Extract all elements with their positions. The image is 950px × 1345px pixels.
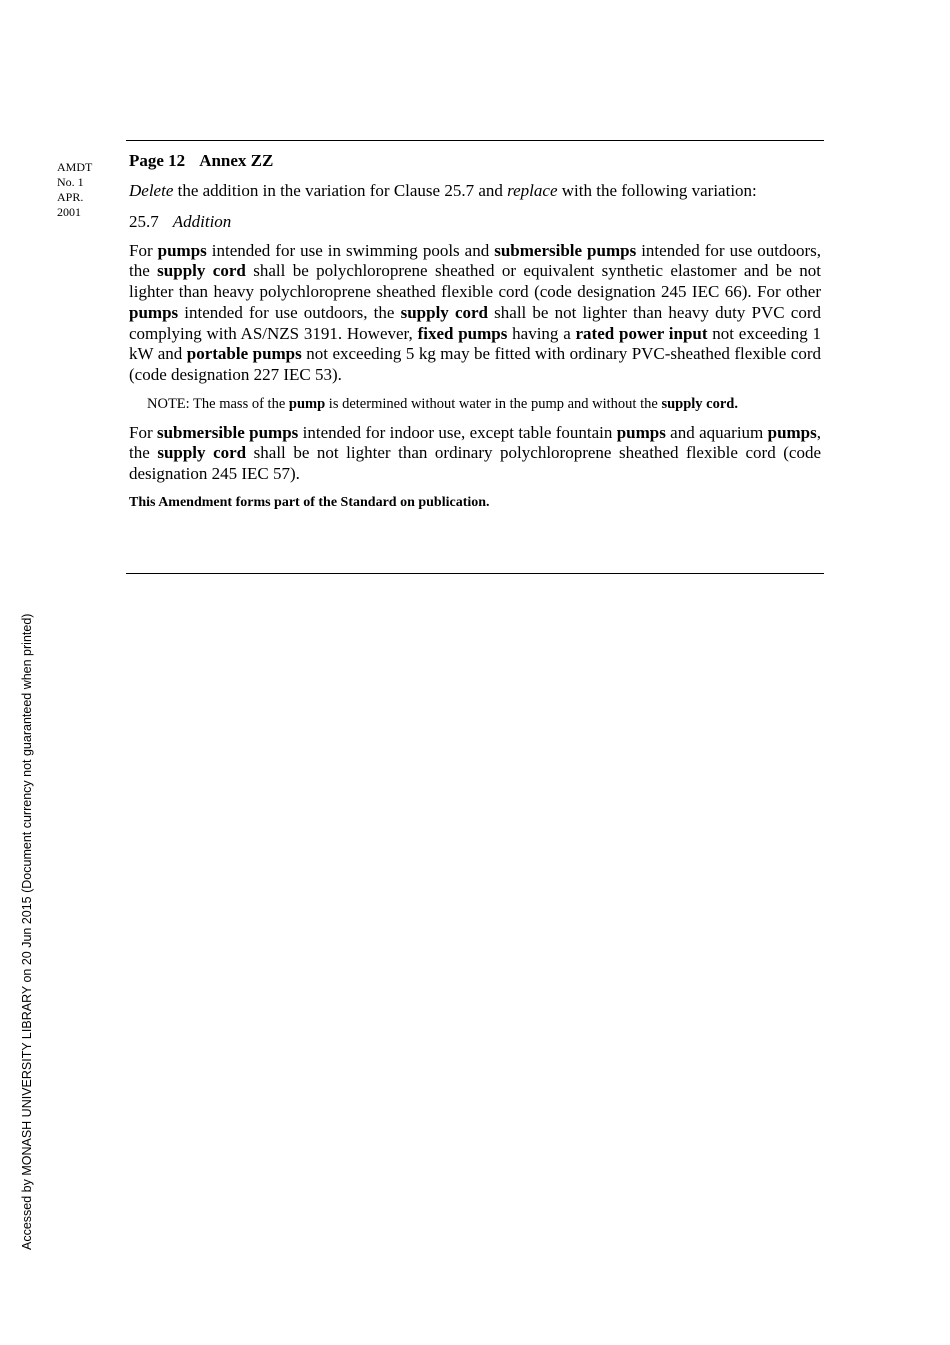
- clause-number: 25.7: [129, 211, 159, 231]
- margin-note-line: No. 1: [57, 175, 84, 189]
- defined-term: pump: [288, 395, 326, 412]
- access-stamp: Accessed by MONASH UNIVERSITY LIBRARY on 20 Jun 2015 (Document currency not guaranteed when printed): [20, 613, 34, 1250]
- top-rule: [126, 140, 824, 141]
- text-run: intended for indoor use, except table fountain: [298, 422, 617, 442]
- text-run: intended for use outdoors, the: [129, 240, 821, 281]
- margin-note-line: APR.: [57, 190, 84, 204]
- amendment-margin-note: [57, 160, 92, 220]
- text-run: and aquarium: [665, 422, 768, 442]
- text-run: NOTE: The mass of the: [147, 395, 289, 412]
- defined-term: pumps: [129, 302, 179, 322]
- instruction-text: the addition in the variation for Clause 25.7 and: [173, 181, 508, 200]
- text-run: not exceeding 1 kW and: [129, 323, 821, 364]
- defined-term: pumps: [767, 422, 817, 442]
- defined-term: fixed pumps: [417, 323, 508, 343]
- defined-term: supply cord: [157, 443, 247, 463]
- replace-word: replace: [507, 181, 558, 200]
- text-run: shall be polychloroprene sheathed or equivalent synthetic elastomer and be not lighter than heavy polychloroprene sheathed flexible cord (code designation 245 IEC 66). For other: [129, 261, 821, 302]
- defined-term: supply cord: [157, 261, 246, 281]
- instruction-text: with the following variation:: [557, 181, 757, 200]
- amendment-content: [129, 150, 821, 512]
- heading-page: Page 12: [129, 151, 186, 170]
- defined-term: supply cord: [400, 302, 488, 322]
- indoor-pumps-paragraph: [129, 423, 821, 485]
- defined-term: pumps: [616, 422, 666, 442]
- amendment-heading: [129, 150, 821, 172]
- text-run: shall be not lighter than ordinary polychloroprene sheathed flexible cord (code designation 245 IEC 57).: [129, 443, 821, 484]
- margin-note-line: AMDT: [57, 160, 93, 174]
- outdoor-pumps-paragraph: [129, 241, 821, 386]
- text-run: having a: [507, 323, 576, 343]
- closing-statement: This Amendment forms part of the Standard on publication.: [129, 494, 490, 510]
- bottom-rule: [126, 573, 824, 574]
- text-run: , the: [129, 422, 821, 463]
- text-run: not exceeding 5 kg may be fitted with ordinary PVC-sheathed flexible cord (code designation 227 IEC 53).: [129, 344, 821, 384]
- defined-term: submersible pumps: [156, 422, 299, 442]
- clause-heading: [129, 211, 821, 232]
- defined-term: rated power input: [575, 323, 708, 343]
- clause-title: Addition: [172, 211, 232, 231]
- note-paragraph: [147, 395, 821, 414]
- defined-term: submersible pumps: [494, 240, 637, 260]
- text-run: shall be not lighter than heavy duty PVC cord complying with AS/NZS 3191. However,: [129, 302, 821, 343]
- instruction-paragraph: [129, 181, 821, 202]
- text-run: For: [129, 422, 157, 442]
- text-run: intended for use outdoors, the: [178, 302, 401, 322]
- margin-note-line: 2001: [57, 205, 81, 219]
- defined-term: portable pumps: [186, 344, 302, 364]
- heading-annex: Annex ZZ: [199, 151, 274, 170]
- defined-term: pumps: [157, 240, 207, 260]
- defined-term: supply cord.: [661, 395, 738, 412]
- text-run: For: [129, 240, 158, 260]
- delete-word: Delete: [129, 181, 174, 200]
- text-run: is determined without water in the pump and without the: [325, 395, 662, 412]
- text-run: intended for use in swimming pools and: [206, 240, 495, 260]
